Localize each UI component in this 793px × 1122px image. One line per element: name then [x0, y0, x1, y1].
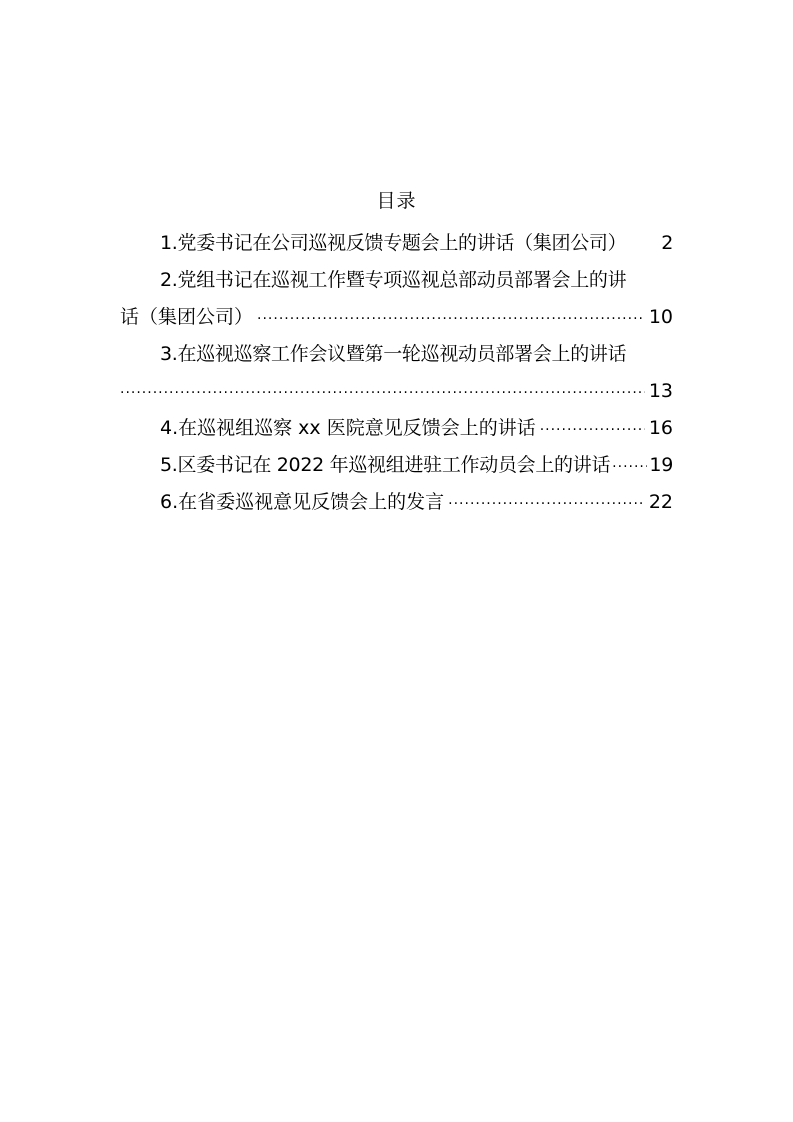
toc-entry-page: 19 — [649, 454, 673, 476]
toc-entry-page: 10 — [648, 306, 673, 328]
toc-entry-1[interactable] — [120, 225, 673, 262]
toc-leader-dots — [612, 449, 647, 486]
toc-entry-5[interactable] — [120, 447, 673, 484]
toc-entry-4[interactable] — [120, 410, 673, 447]
toc-entry-title: 2.党组书记在巡视工作暨专项巡视总部动员部署会上的讲 — [160, 269, 627, 291]
toc-entry-title: 4.在巡视组巡察 xx 医院意见反馈会上的讲话 — [160, 417, 536, 439]
toc-entry-title: 5.区委书记在 2022 年巡视组进驻工作动员会上的讲话 — [160, 454, 611, 476]
toc-leader-dots — [120, 375, 645, 412]
toc-title: 目录 — [376, 190, 417, 212]
table-of-contents — [120, 225, 673, 521]
toc-entry-2[interactable] — [120, 262, 673, 336]
toc-entry-title: 1.党委书记在公司巡视反馈专题会上的讲话（集团公司） — [160, 232, 627, 254]
toc-entry-page: 16 — [648, 417, 673, 439]
toc-entry-page: 2 — [661, 232, 673, 254]
toc-entry-title: 3.在巡视巡察工作会议暨第一轮巡视动员部署会上的讲话 — [160, 343, 627, 365]
toc-entry-3[interactable] — [120, 336, 673, 410]
toc-entry-title: 6.在省委巡视意见反馈会上的发言 — [160, 491, 445, 513]
toc-entry-page: 13 — [648, 380, 673, 402]
toc-leader-dots — [257, 301, 645, 338]
toc-entry-title-continued: 话（集团公司） — [120, 306, 254, 328]
toc-entry-6[interactable] — [120, 484, 673, 521]
toc-entry-page: 22 — [648, 491, 673, 513]
toc-leader-dots — [540, 412, 645, 449]
toc-leader-dots — [448, 486, 645, 523]
